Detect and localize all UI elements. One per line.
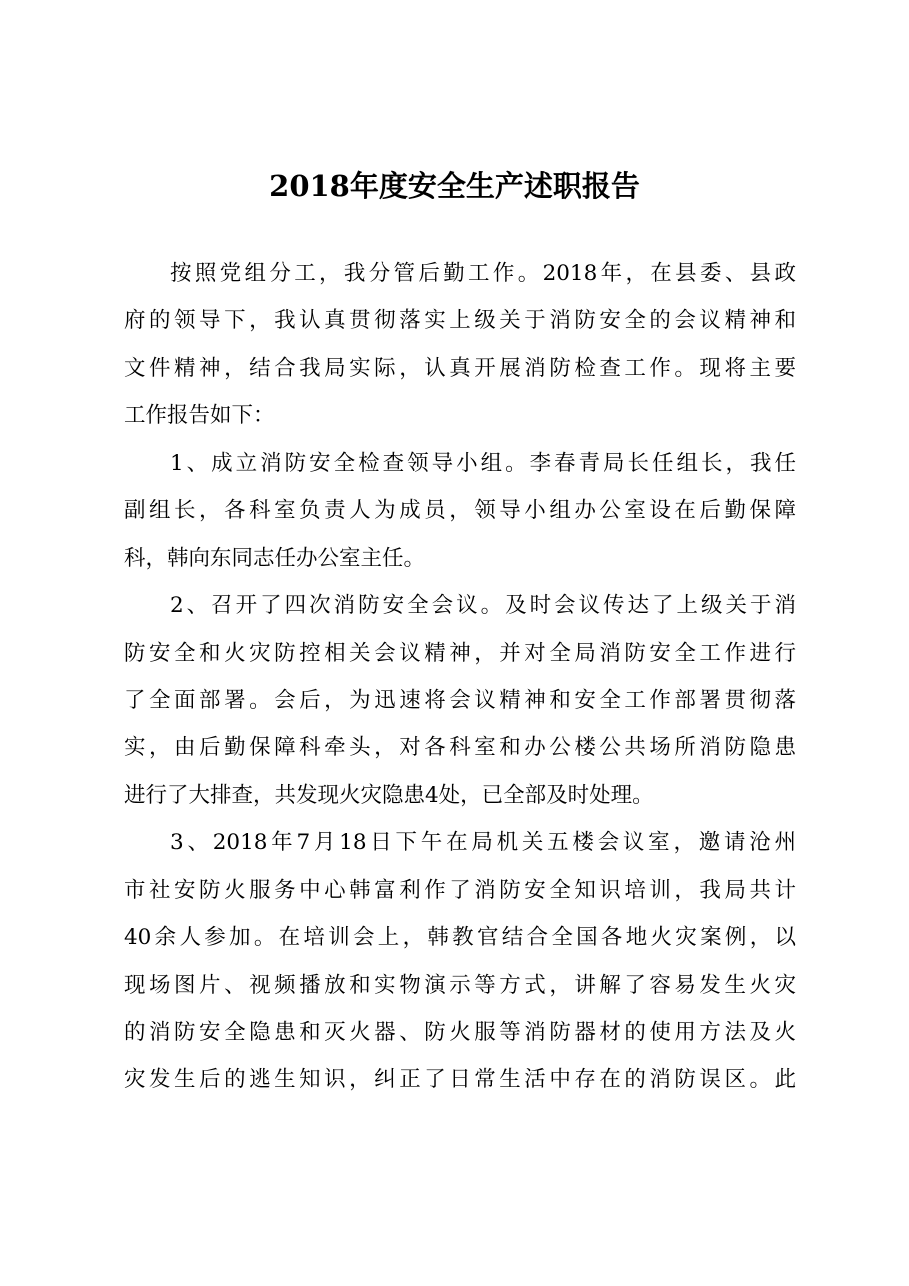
paragraph-2-line-1: 1、成立消防安全检查领导小组。李春青局长任组长，我任 <box>170 450 796 476</box>
paragraph-4-line-1: 3、2018年7月18日下午在局机关五楼会议室，邀请沧州 <box>170 830 796 856</box>
paragraph-1-line-2: 府的领导下，我认真贯彻落实上级关于消防安全的会议精神和 <box>124 308 796 334</box>
paragraph-3-line-2: 防安全和火灾防控相关会议精神，并对全局消防安全工作进行 <box>124 640 796 666</box>
paragraph-4-line-2: 市社安防火服务中心韩富利作了消防安全知识培训，我局共计 <box>124 877 796 903</box>
paragraph-1-line-1: 按照党组分工，我分管后勤工作。2018年，在县委、县政 <box>170 261 796 286</box>
document-body <box>124 250 796 1104</box>
paragraph-3-line-1: 2、召开了四次消防安全会议。及时会议传达了上级关于消 <box>170 593 796 619</box>
paragraph-4-line-3: 40余人参加。在培训会上，韩教官结合全国各地火灾案例，以 <box>124 925 796 951</box>
paragraph-3-line-5: 进行了大排查，共发现火灾隐患4处，已全部及时处理。 <box>124 782 654 808</box>
paragraph-4-line-4: 现场图片、视频播放和实物演示等方式，讲解了容易发生火灾 <box>124 972 796 998</box>
paragraph-2-line-3: 科，韩向东同志任办公室主任。 <box>124 545 426 571</box>
paragraph-3-line-4: 实，由后勤保障科牵头，对各科室和办公楼公共场所消防隐患 <box>124 735 796 761</box>
document-title: 2018年度安全生产述职报告 <box>269 169 640 203</box>
paragraph-2-line-2: 副组长，各科室负责人为成员，领导小组办公室设在后勤保障 <box>124 498 796 524</box>
paragraph-4-line-6: 灾发生后的逃生知识，纠正了日常生活中存在的消防误区。此 <box>124 1067 796 1093</box>
paragraph-1-line-3: 文件精神，结合我局实际，认真开展消防检查工作。现将主要 <box>124 355 796 381</box>
paragraph-3-line-3: 了全面部署。会后，为迅速将会议精神和安全工作部署贯彻落 <box>124 687 796 713</box>
paragraph-4-line-5: 的消防安全隐患和灭火器、防火服等消防器材的使用方法及火 <box>124 1020 796 1045</box>
paragraph-1-line-4: 工作报告如下： <box>124 403 275 429</box>
